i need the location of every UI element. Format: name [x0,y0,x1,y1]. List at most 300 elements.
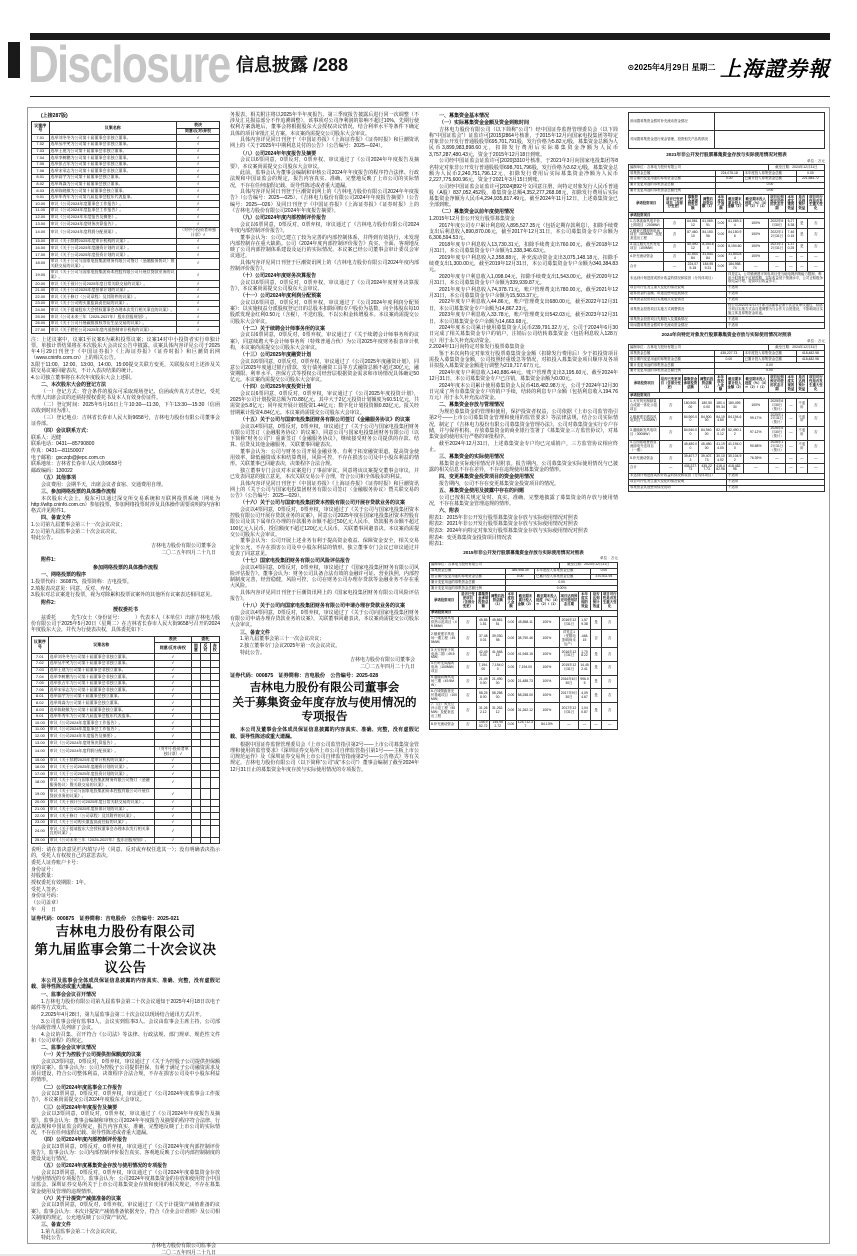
project-value: 2016年12月31日 [559,616,579,630]
project-value: 30,104.92 [728,453,742,462]
column-header: 同意 [191,643,200,654]
proposal-number: 9.01 [32,713,49,720]
project-value: 7,194.00 [516,661,534,675]
table-meta-left: 编制单位：吉林电力股份有限公司 [629,345,769,351]
vote-cell [210,660,219,667]
project-value: 61,069.91 [702,218,714,227]
proposal-number: 7.04 [32,674,49,681]
note-label: 用闲置募集资金暂时补充流动资金情况 [629,323,727,329]
resolution-paragraph: 具体内容详见同日刊登于巨潮资讯网上的《吉林电力股份有限公司2024年度内部控制评价报告》。 [230,259,419,272]
project-value: 否 [664,242,685,252]
project-value: 否 [459,661,477,675]
meeting-note: 联系电话：0431—85790800 [31,441,95,448]
project-value: 82,490.12 [715,426,727,440]
project-value: — [796,262,807,272]
fund-table-title: 2024年向特定对象发行股票募集资金存放与实际使用情况对照表 [661,332,792,338]
vote-cell [201,654,210,661]
column-header: 承诺投资项目 [629,374,660,393]
project-value: 82,490.12 [726,426,743,440]
proposal-number: 17.00 [32,252,50,259]
vote-cell [191,740,200,747]
announcement-paragraph: 特此公告。 [41,1235,67,1242]
proposal-number: 7.02 [32,141,50,148]
vote-cell [210,764,219,771]
proposal-name: 审议《关于修订〈公司章程〉及其附件的议案》。 [49,294,177,301]
vote-mark: √ [154,707,191,714]
vote-cell [201,660,210,667]
vote-cell [210,813,219,820]
fund-report-paragraph: 为规范募集资金的管理和使用，保护投资者权益，公司依据《上市公司监管指引第2号——上市公司募集资金管理和使用的监管要求》等法律法规，结合公司实际情况，制定了《吉林电力股份有限公司募集资金管理办法》。公司对募集资金实行专户存储，并与保荐机构、存放募集资金的商业银行签署了《募集资金三方监管协议》，对募集资金的使用实行严格的审批程序。 [429,409,618,440]
vote-cell [191,746,200,757]
section-label: 承诺投资项目 [629,393,825,399]
meeting-note: 邮政编码：130022 [31,468,73,475]
summary-value: 435,227.73 [715,351,744,357]
project-value: 否 [602,648,618,662]
project-value: 是 [590,675,602,689]
vote-mark: √ [154,713,191,720]
proposal-name: 选举丛中笑为公司第十届董事会非独立董事。 [49,141,177,148]
table-row [629,229,825,243]
proposal-name: 审议《公司2024年度财务决算报告》。 [48,740,154,747]
vote-cell [210,757,219,764]
vote-cell [210,826,219,837]
project-value: 84,150.96 [701,229,716,243]
project-value: 100% [535,630,560,648]
proposal-number: 23.00 [32,300,50,307]
project-value: 否 [602,616,618,630]
project-value: 不适用 [796,399,807,413]
project-value: 41,948.15 [490,648,506,662]
proposal-number: 17.00 [32,771,49,778]
project-value: -448.15 [579,630,591,648]
table-row [430,689,618,703]
vote-cell [210,733,219,740]
proposal-number: 9.01 [32,194,50,201]
project-value: 100% [743,229,768,243]
project-value: 99.17% [743,413,768,427]
proxy-form-line: 身份证号： [31,866,57,873]
proposal-number: 25.00 [32,314,50,321]
project-name: 4.补充流动资金 [629,252,664,262]
meeting-note: 附件1： [41,556,59,563]
proposal-number: 11.00 [32,726,49,733]
project-value: 0.00 [506,689,516,703]
proposal-number: 7.04 [32,155,50,162]
project-value: 2017年12月31日 [559,702,579,720]
proposal-number: 7.03 [32,667,49,674]
project-value: — [807,252,824,262]
project-value: 224,075.18 [685,262,700,272]
project-value: 100% [535,675,560,689]
project-value: 0.00 [506,720,516,730]
meeting-note: 3.股东对总议案进行投票，视为对除累积投票议案外的其他所有议案表达相同意见。 [31,592,216,599]
vote-mark: √ [154,720,191,727]
project-value: — [743,262,768,272]
project-value: — [602,720,618,730]
project-value: 21,490.00 [490,675,506,689]
summary-value: 0.00 [590,568,617,574]
proposal-name: 选举张占军为公司第十届董事会非独立董事。 [48,680,154,687]
vote-cell [201,707,210,714]
fund-report-paragraph: 附表1： [429,541,447,548]
meeting-note: 联系人：迟健 [31,434,62,441]
project-value: 是 [796,229,807,243]
project-value: 否 [459,675,477,689]
table-row [629,454,825,464]
note-value [715,113,825,131]
vote-cell [191,693,200,700]
announcement-paragraph: （五）公司2024年度募集资金存放与使用情况的专项报告 [41,1163,168,1170]
proposal-name: 审议《公司2024年度利润分配预案》。 [49,227,177,238]
announcement-paragraph: 2.2025年4月28日，第九届监事会第二十次会议以现场结合通讯方式召开。 [41,1012,205,1019]
proposal-name: 审议《关于公司2025年度投资计划的议案》。 [49,252,177,259]
fund-report-paragraph: 三、募集资金的实际使用情况 [439,453,505,460]
meeting-note: （五）其他事项 [41,475,77,482]
table-row [629,242,825,252]
project-value: 否 [459,616,477,630]
table-row [32,269,220,280]
fund-report-paragraph: 鉴于本次向特定对象发行股票募集资金金额（扣除发行费用后）少于拟投资项目需投入募集资金金额，公司按照轻重缓急等情况，对拟投入募集资金项目顺序及各项目拟投入募集资金金额进行调整为219,717.67万元。 [429,350,618,370]
proposal-number: 15.00 [32,238,50,245]
project-value: 31,262.12 [490,702,506,720]
project-value: 2025年12月31日（预计） [770,412,784,425]
vote-cell [201,771,210,778]
project-value: 90.58% [743,440,768,454]
disclaimer-text: 本公司及董事会全体成员保证信息披露的内容真实、准确、完整，没有虚假记载、误导性陈述或重大遗漏。 [230,727,419,740]
project-value: 31,262.12 [477,702,490,720]
vote-mark: √ [154,764,191,771]
column-header: 调整后投资总额（1） [699,374,715,393]
proposal-number: 8.01 [32,693,49,700]
announcement-paragraph: 一、监事会会议召开情况 [41,992,97,999]
meeting-note: 兹委托 先生/女士（身份证号： ）代表本人（本单位）出席吉林电力股份有限公司于2025年5月20日（星期二）在吉林省长春市人民大街9658号召开的2024年度股东大会，并代为行使表决权，具体委托如下： [31,614,220,634]
project-value: 2015年12月31日 [559,661,579,675]
table-row [32,227,220,238]
fund-usage-table [628,344,825,491]
fund-report-paragraph: 募集资金实际使用情况详见附表。报告期内，公司募集资金实际使用情况与已披露的相关信息不存在差异，不存在违规使用募集资金的情形。 [429,460,618,473]
project-value: 100% [743,399,768,413]
vote-cell [191,687,200,694]
vote-mark: √ [154,806,191,813]
announcement-paragraph: 二、监事会会议审议情况 [41,1044,97,1051]
meeting-note: 联系地址：吉林省长春市人民大街9658号 [31,461,123,468]
table-row [629,413,825,427]
project-value: 1,708.22 [579,648,591,662]
table-row [32,726,220,733]
proposal-number: 20.00 [32,281,50,288]
project-value: 61,069.34 [728,218,742,227]
fund-report-paragraph: 2018年度专户利息收入13,730.31元，扣除手续费支出760.00元，截至2018年12月31日，本公司募集资金专户余额为1,338,346.63元。 [429,241,618,254]
project-value: 31,543.84 [728,252,742,260]
proposal-name: 审议《公司2024年年度报告及摘要》。 [48,733,154,740]
announcement-title: 吉林电力股份有限公司董事会 [249,681,400,694]
vote-mark: √ [154,771,191,778]
column-header: 项目可行性是否发生重大变化 [807,374,824,393]
fund-report-paragraph: 2022年度专户利息收入44.86元，账户管理费支出680.00元，截至2022年12月31日，本公司募集资金专户余额为14,867.23元。 [429,299,618,312]
project-name: 1.吉林洮南风电平价上网项目（200MW） [630,218,663,227]
column-header: 截至期末累计投入金额（2） [726,374,743,393]
proposal-number: 14.00 [32,746,49,757]
announcement-title: 关于募集资金年度存放与使用情况的 [232,696,417,709]
project-value: — [768,454,785,464]
proposal-number: 26.00 [32,320,50,327]
project-value: — [796,454,807,464]
vote-cell [210,746,219,757]
vote-cell [210,799,219,806]
vote-cell [191,726,200,733]
project-value: 否 [459,702,477,720]
column-header: 是否达到预计效益 [796,374,807,393]
note-value: 不适用 [726,473,824,479]
vote-cell [201,819,210,826]
note-value: 不适用 [726,317,824,323]
fund-table-unit: 单位：万元 [600,556,618,561]
announcement-paragraph: 三、备查文件 [41,1222,72,1229]
issue-date: ⊙2025年4月29日 星期二 [627,63,716,72]
meeting-note: 三、参加网络投票的具体操作流程 [41,489,117,496]
vote-cell [210,693,219,700]
vote-cell [191,819,200,826]
proposal-number: 7.06 [32,168,50,175]
fund-report-paragraph: 2024年度本公司累计使用募集资金人民币418,482.98万元，公司于2024年12月30日完成了所有募集资金专户的销户手续，结转的利息专户余额（包括利息收入194.76万元）用于永久补充流动资金。 [429,382,618,402]
project-value: 否 [807,219,824,229]
fund-report-paragraph: 2023年度专户利息收入33.78元，账户管理费支出542.03元，截至2023年12月31日，本公司募集资金专户余额为14,663.68元。 [429,312,618,325]
project-value: 45,861.51 [490,616,506,630]
project-value: 42,490.03 [477,648,490,662]
project-value: 2026年12月31日（预计） [770,440,784,452]
meeting-note: 3.限于11:00、12:00、13:00、14:00、15:00提交关联方变更，关联股东对上述涉及关联交易议案回避表决，不计入表决结果的统计。 [31,362,220,375]
column-header: 承诺投资项目 [629,194,664,213]
vote-mark: √ [177,320,220,327]
proposal-name: 选举周淼为公司第十届董事会独立董事。 [48,700,154,707]
proposal-number: 15.00 [32,757,49,764]
meeting-note: 参加网络投票的具体操作流程 [92,564,158,571]
vote-mark: √ [177,214,220,221]
proposal-name: 审议《关于公司与国家电投集团财务有限公司签订〈金融服务协议〉暨关联交易的议案》。 [49,258,177,269]
resolution-paragraph: （十五）关于公司与国家电投集团财务有限公司签订《金融服务协议》的议案 [240,416,411,423]
column-header: 同意/反对/弃权 [154,643,191,654]
column-header: 截至期末累计投入金额（2） [726,194,743,213]
project-value: 39,030.98 [490,630,506,648]
note-row [629,113,825,131]
resolution-paragraph: 具体内容详见同日刊登于巨潮资讯网上的《吉林电力股份有限公司2024年年度报告》（公告编号：2025—025）、《吉林电力股份有限公司2024年年度报告摘要》（公告编号：2025—026）及同日刊登于《中国证券报》《上海证券报》《证券时报》上的《吉林电力股份有限公司2024年年度报告摘要》。 [230,189,419,214]
section-label: 承诺投资项目 [430,610,618,616]
summary-label: 报告期内变更用途的募集资金总额 [430,574,506,580]
column-header: 本年度投入金额 [715,194,726,213]
project-value: 是 [796,219,807,229]
fund-report-paragraph: 2024年度专户利息收入140,886.44元，账户管理费支出3,195.60元，截至2024年12月31日，本公司募集资金专户已注销，募集资金余额为0.00元。 [429,370,618,383]
fund-report-paragraph: 附表4：变更募集资金投资项目情况表 [429,534,512,541]
proposal-number: 11.00 [32,207,50,214]
vote-cell [191,700,200,707]
project-value: 否 [602,702,618,720]
vote-mark: √ [154,826,191,837]
fund-report-paragraph: 公司经中国证监会证监许可[2024]892号文同意注册，向特定对象发行人民币普通股（A股）837,052,452股，募集资金总额4,352,277,268.08元，扣除发行费用后实际募集资金净额为人民币4,294,935,817.49元。截至2024年11月12日，上述募集资金已全部到账。 [429,183,618,209]
summary-value: 0.00 [715,176,743,182]
resolution-paragraph: 二〇二五年四月二十九日 [359,663,415,670]
column-header: 截至期末投入进度（%）（3）＝（2）/（1） [535,592,560,611]
proposal-name: 审议《公司未来三年（2025-2027年）股东回报规划》。 [49,314,177,321]
fund-usage-table [429,562,618,731]
project-value: 180,499.34 [726,399,743,413]
project-value: 是 [796,242,807,252]
proposal-name: 审议《关于公司购买董监高责任险的议案》。 [49,300,177,307]
project-value: 0.00 [506,661,516,675]
summary-label: 已累计投入募集资金总额 [535,574,591,580]
project-value: — [786,426,797,440]
project-value: 是 [590,661,602,675]
vote-cell [191,837,200,844]
fund-report-paragraph: 附表3：2024年向特定对象发行股票募集资金存放与实际使用情况对照表 [429,528,588,534]
project-value: 2025年6月30日（预计） [770,398,784,411]
note-label: 募集资金其他使用情况说明 [629,485,727,491]
proposal-name: 审议《关于公司与国家电投集团资本控股有限公司开展存贷款业务的议案》。 [48,788,154,799]
vote-mark: √ [177,188,220,195]
project-value: 14,452.41 [579,661,591,675]
proposal-name: 审议《关于公司2025年度投资计划的议案》。 [48,771,154,778]
project-value: 100% [743,252,768,262]
table-row [32,214,220,221]
column-header: 是否已变更项目（含部分变更） [659,374,682,393]
note-value: 经公司2023年4月27日第九届董事会第十次会议审议通过，将部分项目实施方式由自建调整为与合作方合资建设，不影响项目实施主体及募集资金用途。 [727,303,823,315]
table-row [32,693,220,700]
fund-report-paragraph: 报告期内，公司不存在变更募集资金投资项目的情况。 [439,480,560,487]
column-header: 反对 [201,643,210,654]
resolution-paragraph: 1.第九届董事会第三十一次会议决议； [240,636,325,643]
project-value: 否 [807,399,824,413]
column-header: 本年度实现的效益 [786,194,797,213]
proposal-number: 8.02 [32,181,50,188]
summary-label: 已累计投入募集资金总额 [743,357,796,363]
table-meta-left: 编制单位：吉林电力股份有限公司 [430,562,560,568]
vote-cell [201,726,210,733]
project-value: 39,407.73 [699,454,715,464]
table-row [32,307,220,314]
vote-mark: √ [177,148,220,155]
project-name: 5.通榆向海风电场三期（49.5MW） [430,675,459,689]
vote-cell [210,726,219,733]
project-value: 否 [459,630,477,648]
vote-cell [210,777,219,788]
vote-cell [201,837,210,844]
vote-mark: √ [177,174,220,181]
project-value: 1,040.87 [579,702,591,720]
vote-cell [191,720,200,727]
proposal-name: 审议《关于公司与国家电投集团资本控股有限公司开展存贷款业务的议案》。 [49,269,177,280]
column-4 [628,112,825,1239]
column-header: 项目可行性是否发生重大变化 [602,592,618,611]
project-value: 否 [664,219,685,229]
summary-label: 已累计投入募集资金总额 [743,176,796,182]
vote-mark: √ [154,726,191,733]
summary-value: 0.00% [506,586,618,592]
announcement-paragraph: 1.第九届监事会第二十次会议决议。 [41,1228,121,1235]
proposal-name: 选举周淼为公司第十届董事会独立董事。 [49,181,177,188]
table-row [629,464,825,474]
note-label: 超募资金的金额、用途及使用进展情况 [629,291,727,297]
proposal-number: 8.02 [32,700,49,707]
fund-usage-table [628,164,825,329]
proposal-name: 选举刘冬冬为公司第十届董事会非独立董事。 [49,135,177,142]
project-name: 1.白城洮南风电供热示范项目（49.5MW） [430,616,459,630]
fund-report-paragraph: （一）实际募集资金金额及资金到账时间 [439,120,530,127]
summary-label: 募集资金总额 [629,351,715,357]
note-label: 用闲置募集资金暂时补充流动资金情况 [629,113,715,131]
table-row [629,440,825,454]
project-value: 0.00 [715,262,726,272]
vote-cell [210,713,219,720]
fund-table-title: 2021年非公开发行股票募集资金存放与实际使用情况对照表 [666,152,787,157]
meeting-note: 二、本次股东大会的登记方法 [41,382,107,389]
proposal-number: 10.00 [32,720,49,727]
project-value: 否 [659,454,682,464]
project-value: 418,482.98 [716,463,725,472]
project-value: 7,194.00 [490,661,506,675]
proposal-name: 选举丛中笑为公司第十届董事会非独立董事。 [48,660,154,667]
project-value: 100% [535,648,560,662]
project-value: — [786,399,797,413]
resolution-paragraph: 吉林电力股份有限公司董事会 [349,656,415,663]
table-meta-left: 编制单位：吉林电力股份有限公司 [629,165,769,171]
proposal-number: 25.00 [32,837,49,844]
vote-mark: √ [177,181,220,188]
project-value: 2016年6月30日 [559,675,579,689]
proposal-number: 24.00 [32,826,49,837]
vote-mark: √ [154,680,191,687]
project-value: 2022年6月30日 [768,219,785,229]
proposal-name: 选举高宇为公司第十届董事会独立董事。 [49,174,177,181]
table-row [430,648,618,662]
vote-mark: √ [177,238,220,245]
meeting-note: （二）登记时间：2025年5月16日上午10:30—11:30，下午13:30—15:30（信函以收到时间为准）。 [31,401,220,414]
column-header: 截至期末累计投入金额（2） [516,592,534,611]
proposal-number: 19.00 [32,788,49,799]
project-value: 100% [535,661,560,675]
vote-mark: √ [154,660,191,667]
resolution-paragraph: （九）公司2024年度内部控制评价报告 [240,215,327,221]
column-header: 募集资金承诺投资总额 [477,592,490,611]
vote-cell [191,771,200,778]
proxy-form-line: 授权委托有效期限：1年。 [31,880,89,887]
project-name: 合计 [629,464,660,474]
project-value: — [807,454,824,464]
project-value: 45,480.00 [682,440,699,454]
meeting-note: 传真：0431—81150007 [31,447,84,454]
project-value: 否 [602,661,618,675]
vote-cell [201,693,210,700]
vote-cell [201,764,210,771]
note-row [629,323,825,329]
vote-mark: √ [177,287,220,294]
table-row [32,806,220,813]
fund-table-unit: 单位：万元 [807,158,825,163]
proposal-name: 审议《公司2024年度监事会工作报告》。 [49,207,177,214]
column-header: 是否已变更项目（含部分变更） [664,194,685,213]
resolution-paragraph: 2.独立董事专门会议2025年第一次会议决议。 [240,642,341,649]
project-value: — [786,440,797,454]
project-value: 不适用 [796,426,807,440]
vote-mark: √ [177,269,220,280]
vote-cell [210,819,219,826]
vote-cell [210,806,219,813]
project-name: 7.（注）风光互补示范工程（50MW）及配套送出工程 [430,702,459,720]
note-row [629,485,825,491]
vote-mark: √ [177,327,220,334]
meeting-note: 吉林电力股份有限公司董事会 [150,542,216,549]
project-value: — [768,262,785,272]
column-header: 调整后投资总额（1） [490,592,506,611]
project-value: 58,258.00 [490,689,506,703]
